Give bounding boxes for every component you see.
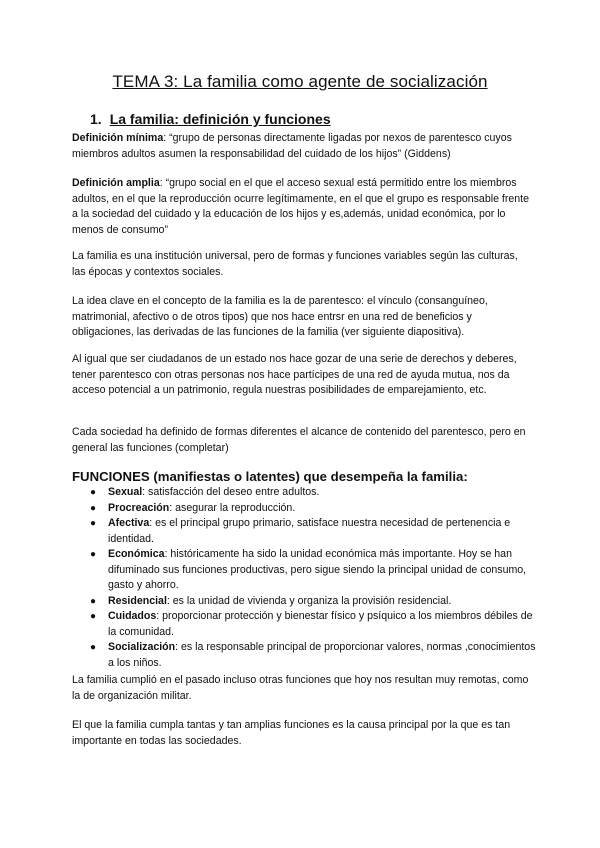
definition-broad <box>72 176 532 238</box>
list-item <box>72 640 542 671</box>
paragraph: La idea clave en el concepto de la familia es la de parentesco: el vínculo (consanguíneo, matrimonial, afectivo o de otros tipos) que nos hace entrsr en una red de beneficios y obligaciones, las derivadas de las funciones de la familia (ver siguiente diapositiva). <box>72 295 488 338</box>
functions-heading: FUNCIONES (manifiestas o latentes) que desempeña la familia: <box>72 469 468 484</box>
section-title: La familia: definición y funciones <box>109 111 331 127</box>
bullet-icon: ● <box>90 518 97 529</box>
definition-minimal-text: : “grupo de personas directamente ligadas por nexos de parentesco cuyos miembros adultos asumen la responsabilidad del cuidado de los hijos” (Giddens) <box>72 132 512 160</box>
list-item <box>72 594 542 610</box>
function-desc: : proporcionar protección y bienestar físico y psíquico a los miembros débiles de la comunidad. <box>108 610 533 638</box>
list-item <box>72 609 542 640</box>
section-heading <box>90 111 331 127</box>
function-desc: : es la unidad de vivienda y organiza la provisión residencial. <box>166 594 452 607</box>
paragraph: Al igual que ser ciudadanos de un estado nos hace gozar de una serie de derechos y deberes, tener parentesco con otras personas nos hace partícipes de una red de ayuda mutua, nos da acceso potencial a un patrimonio, regula nuestras posibilidades de emparejamiento, etc. <box>72 353 517 396</box>
definition-minimal-label: Definición mínima <box>72 132 164 144</box>
list-item <box>72 547 542 594</box>
function-name: Residencial <box>108 594 167 607</box>
function-name: Económica <box>108 548 165 560</box>
function-desc: : es el principal grupo primario, satisface nuestra necesidad de pertenencia e identidad. <box>108 517 511 545</box>
bullet-icon: ● <box>90 611 97 622</box>
paragraph: La familia es una institución universal, pero de formas y funciones variables según las culturas, las épocas y contextos sociales. <box>72 250 518 278</box>
section-number: 1. <box>90 111 102 127</box>
function-desc: : históricamente ha sido la unidad económica más importante. Hoy se han difuminado sus funciones productivas, pero sigue siendo la principal unidad de consumo, gasto y ahorro. <box>108 548 527 591</box>
list-item <box>72 516 542 547</box>
paragraph: El que la familia cumpla tantas y tan amplias funciones es la causa principal por la que es tan importante en todas las sociedades. <box>72 719 511 747</box>
function-desc: : asegurar la reproducción. <box>169 501 296 514</box>
functions-list <box>72 485 542 671</box>
function-desc: : satisfacción del deseo entre adultos. <box>142 486 320 498</box>
function-name: Afectiva <box>108 517 150 529</box>
paragraph: La familia cumplió en el pasado incluso otras funciones que hoy nos resultan muy remotas, como la de organización militar. <box>72 674 529 702</box>
definition-broad-text: : “grupo social en el que el acceso sexual está permitido entre los miembros adultos, en el que la reproducción ocurre legítimamente, en el que el grupo es responsable frente a la sociedad del cuidado y la educación de los hijos y es,además, unidad económica, por lo menos de consumo” <box>72 177 529 236</box>
function-name: Sexual <box>108 486 143 498</box>
definition-minimal <box>72 131 532 162</box>
function-name: Cuidados <box>108 610 157 622</box>
bullet-icon: ● <box>90 595 97 607</box>
bullet-icon: ● <box>90 487 97 498</box>
function-name: Socialización <box>108 641 176 653</box>
function-name: Procreación <box>108 501 170 514</box>
page-title: TEMA 3: La familia como agente de socialización <box>112 72 488 91</box>
list-item <box>72 485 542 501</box>
definition-broad-label: Definición amplia <box>72 177 160 189</box>
bullet-icon: ● <box>90 502 97 514</box>
bullet-icon: ● <box>90 549 97 560</box>
paragraph: Cada sociedad ha definido de formas diferentes el alcance de contenido del parentesco, pero en general las funciones (completar) <box>72 426 526 454</box>
function-desc: : es la responsable principal de proporcionar valores, normas ,conocimientos a los niños. <box>108 641 536 669</box>
bullet-icon: ● <box>90 642 97 653</box>
list-item <box>72 501 542 517</box>
